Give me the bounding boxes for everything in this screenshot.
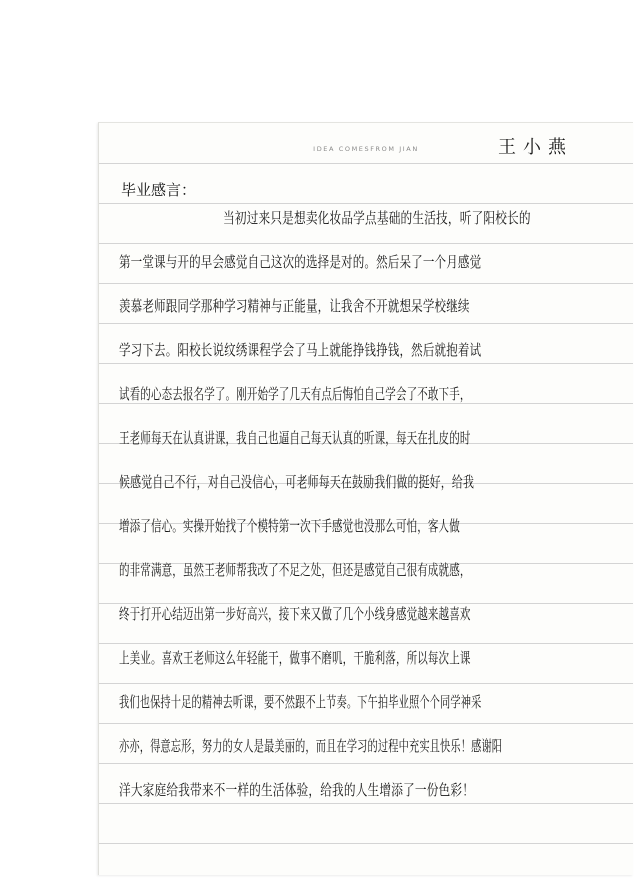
paper-brand-header: IDEA COMESFROM JIAN <box>313 145 419 153</box>
ruled-line <box>99 643 633 644</box>
ruled-line <box>99 363 633 364</box>
text-line: 羡慕老师跟同学那种学习精神与正能量，让我舍不开就想呆学校继续 <box>119 298 470 315</box>
text-line: 的非常满意，虽然王老师帮我改了不足之处，但还是感觉自己很有成就感， <box>119 562 471 579</box>
ruled-line <box>99 843 633 844</box>
note-paper <box>98 122 633 875</box>
text-line: 王老师每天在认真讲课，我自己也逼自己每天认真的听课，每天在扎皮的时 <box>119 430 471 447</box>
text-line: 学习下去。阳校长说纹绣课程学会了马上就能挣钱挣钱，然后就抱着试 <box>119 342 482 359</box>
ruled-line <box>99 323 633 324</box>
text-line: 增添了信心。实操开始找了个模特第一次下手感觉也没那么可怕，客人做 <box>119 518 460 535</box>
ruled-line <box>99 683 633 684</box>
text-line: 当初过来只是想卖化妆品学点基础的生活技，听了阳校长的 <box>223 210 531 227</box>
ruled-line <box>99 243 633 244</box>
ruled-line <box>99 203 633 204</box>
ruled-line <box>99 803 633 804</box>
ruled-line <box>99 723 633 724</box>
ruled-line <box>99 163 633 164</box>
greeting-heading: 毕业感言： <box>121 181 197 199</box>
text-line: 洋大家庭给我带来不一样的生活体验，给我的人生增添了一份色彩！ <box>119 782 475 799</box>
text-line: 我们也保持十足的精神去听课，要不然跟不上节奏。下午拍毕业照个个同学神采 <box>119 694 482 711</box>
ruled-line <box>99 763 633 764</box>
author-name: 王小燕 <box>498 137 573 158</box>
text-line: 亦亦，得意忘形，努力的女人是最美丽的，而且在学习的过程中充实且快乐！感谢阳 <box>119 738 503 755</box>
text-line: 第一堂课与开的早会感觉自己这次的选择是对的。然后呆了一个月感觉 <box>119 254 482 271</box>
ruled-line <box>99 283 633 284</box>
text-line: 终于打开心结迈出第一步好高兴，接下来又做了几个小线身感觉越来越喜欢 <box>119 606 471 623</box>
text-line: 上美业。喜欢王老师这么年轻能干，做事不磨叽，干脆利落，所以每次上课 <box>119 650 471 667</box>
text-line: 试看的心态去报名学了。刚开始学了几天有点后悔怕自己学会了不敢下手， <box>119 386 471 403</box>
text-line: 候感觉自己不行，对自己没信心，可老师每天在鼓励我们做的挺好，给我 <box>119 474 475 491</box>
